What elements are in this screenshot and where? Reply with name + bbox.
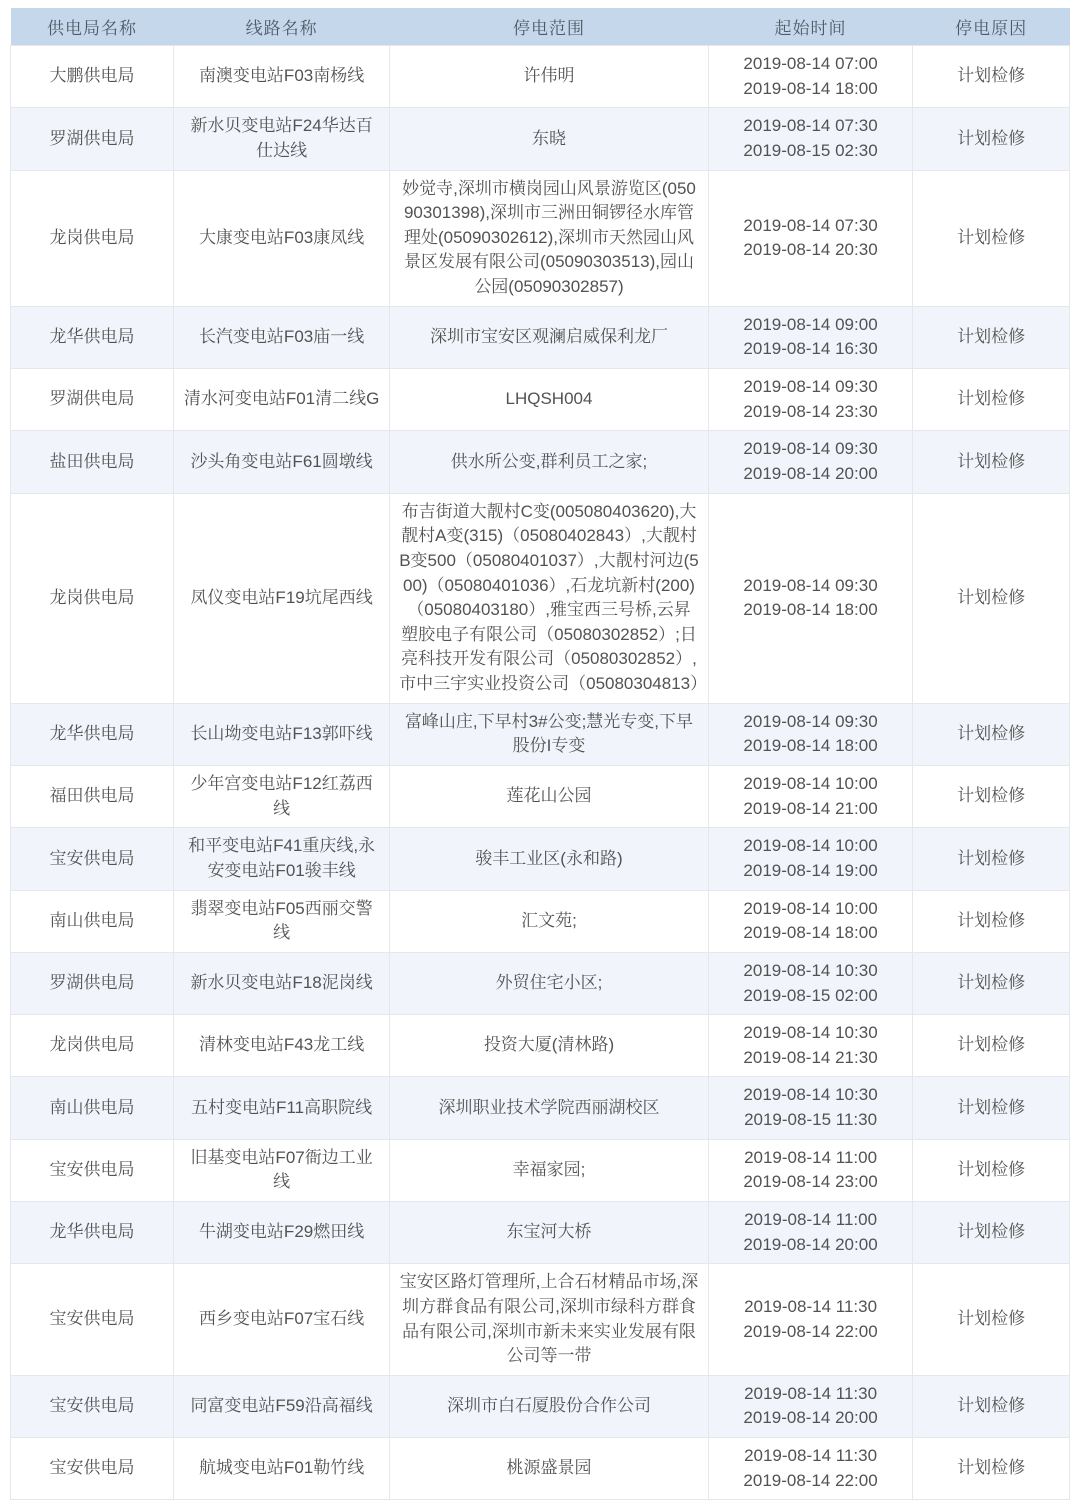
end-time: 2019-08-14 18:00 xyxy=(743,78,878,98)
bureau-cell: 龙华供电局 xyxy=(11,703,174,765)
start-time: 2019-08-14 10:30 xyxy=(743,1085,878,1105)
bureau-cell: 南山供电局 xyxy=(11,1077,174,1139)
scope-cell: 富峰山庄,下早村3#公变;慧光专变,下早股份I专变 xyxy=(390,703,709,765)
table-row xyxy=(11,1375,1070,1437)
start-time: 2019-08-14 11:00 xyxy=(744,1147,878,1167)
start-time: 2019-08-14 11:30 xyxy=(744,1446,878,1466)
end-time: 2019-08-14 20:00 xyxy=(743,1234,878,1254)
reason-cell: 计划检修 xyxy=(913,306,1070,368)
scope-cell: 深圳市宝安区观澜启威保利龙厂 xyxy=(390,306,709,368)
line-cell: 和平变电站F41重庆线,永安变电站F01骏丰线 xyxy=(174,828,390,890)
scope-cell: 幸福家园; xyxy=(390,1139,709,1201)
start-time: 2019-08-14 11:30 xyxy=(744,1383,878,1403)
time-cell xyxy=(708,108,912,170)
bureau-cell: 龙岗供电局 xyxy=(11,170,174,306)
reason-cell: 计划检修 xyxy=(913,703,1070,765)
time-cell xyxy=(708,890,912,952)
time-cell xyxy=(708,369,912,431)
time-cell xyxy=(708,1264,912,1376)
end-time: 2019-08-14 20:00 xyxy=(743,463,878,483)
bureau-cell: 龙岗供电局 xyxy=(11,493,174,703)
table-row xyxy=(11,306,1070,368)
start-time: 2019-08-14 09:30 xyxy=(743,377,878,397)
outage-table xyxy=(10,8,1070,1500)
start-time: 2019-08-14 07:00 xyxy=(743,54,878,73)
scope-cell: 妙觉寺,深圳市横岗园山风景游览区(05090301398),深圳市三洲田铜锣径水库管理处(05090302612),深圳市天然园山风景区发展有限公司(05090303513),园山公园(05090302857) xyxy=(390,170,709,306)
bureau-cell: 宝安供电局 xyxy=(11,828,174,890)
start-time: 2019-08-14 10:00 xyxy=(743,836,878,856)
scope-cell: 桃源盛景园 xyxy=(390,1438,709,1500)
reason-cell: 计划检修 xyxy=(913,431,1070,493)
scope-cell: 宝安区路灯管理所,上合石材精品市场,深圳方群食品有限公司,深圳市绿科方群食品有限公司,深圳市新未来实业发展有限公司等一带 xyxy=(390,1264,709,1376)
reason-cell: 计划检修 xyxy=(913,170,1070,306)
time-cell xyxy=(708,46,912,108)
line-cell: 航城变电站F01勒竹线 xyxy=(174,1438,390,1500)
line-cell: 清林变电站F43龙工线 xyxy=(174,1015,390,1077)
line-cell: 同富变电站F59沿高福线 xyxy=(174,1375,390,1437)
start-time: 2019-08-14 10:00 xyxy=(743,774,878,794)
header-row xyxy=(11,8,1070,46)
time-cell xyxy=(708,1438,912,1500)
line-cell: 牛湖变电站F29燃田线 xyxy=(174,1201,390,1263)
start-time: 2019-08-14 07:30 xyxy=(743,116,878,136)
table-row xyxy=(11,46,1070,108)
scope-cell: 深圳职业技术学院西丽湖校区 xyxy=(390,1077,709,1139)
start-time: 2019-08-14 09:30 xyxy=(743,439,878,459)
time-cell xyxy=(708,828,912,890)
reason-cell: 计划检修 xyxy=(913,1139,1070,1201)
reason-cell: 计划检修 xyxy=(913,766,1070,828)
time-cell xyxy=(708,306,912,368)
col-header-line: 线路名称 xyxy=(174,8,390,46)
line-cell: 少年宫变电站F12红荔西线 xyxy=(174,766,390,828)
bureau-cell: 福田供电局 xyxy=(11,766,174,828)
scope-cell: 深圳市白石厦股份合作公司 xyxy=(390,1375,709,1437)
end-time: 2019-08-14 20:30 xyxy=(743,240,878,260)
scope-cell: LHQSH004 xyxy=(390,369,709,431)
table-row xyxy=(11,1201,1070,1263)
table-row xyxy=(11,1015,1070,1077)
table-row xyxy=(11,1139,1070,1201)
bureau-cell: 龙华供电局 xyxy=(11,306,174,368)
reason-cell: 计划检修 xyxy=(913,108,1070,170)
line-cell: 南澳变电站F03南杨线 xyxy=(174,46,390,108)
end-time: 2019-08-14 19:00 xyxy=(743,860,878,880)
table-row xyxy=(11,1438,1070,1500)
end-time: 2019-08-14 23:00 xyxy=(743,1172,878,1192)
col-header-reason: 停电原因 xyxy=(913,8,1070,46)
reason-cell: 计划检修 xyxy=(913,1077,1070,1139)
reason-cell: 计划检修 xyxy=(913,1375,1070,1437)
line-cell: 翡翠变电站F05西丽交警线 xyxy=(174,890,390,952)
scope-cell: 东晓 xyxy=(390,108,709,170)
table-row xyxy=(11,170,1070,306)
time-cell xyxy=(708,703,912,765)
table-row xyxy=(11,703,1070,765)
end-time: 2019-08-14 16:30 xyxy=(743,339,878,359)
start-time: 2019-08-14 11:30 xyxy=(744,1296,878,1316)
bureau-cell: 大鹏供电局 xyxy=(11,46,174,108)
reason-cell: 计划检修 xyxy=(913,46,1070,108)
scope-cell: 外贸住宅小区; xyxy=(390,952,709,1014)
line-cell: 五村变电站F11高职院线 xyxy=(174,1077,390,1139)
start-time: 2019-08-14 07:30 xyxy=(743,215,878,235)
line-cell: 大康变电站F03康凤线 xyxy=(174,170,390,306)
table-row xyxy=(11,828,1070,890)
scope-cell: 莲花山公园 xyxy=(390,766,709,828)
bureau-cell: 宝安供电局 xyxy=(11,1375,174,1437)
time-cell xyxy=(708,766,912,828)
line-cell: 长山坳变电站F13郭吓线 xyxy=(174,703,390,765)
table-row xyxy=(11,493,1070,703)
bureau-cell: 宝安供电局 xyxy=(11,1139,174,1201)
table-body xyxy=(11,46,1070,1500)
time-cell xyxy=(708,493,912,703)
bureau-cell: 盐田供电局 xyxy=(11,431,174,493)
col-header-bureau: 供电局名称 xyxy=(11,8,174,46)
start-time: 2019-08-14 09:30 xyxy=(743,711,878,731)
reason-cell: 计划检修 xyxy=(913,493,1070,703)
time-cell xyxy=(708,1015,912,1077)
time-cell xyxy=(708,431,912,493)
end-time: 2019-08-14 23:30 xyxy=(743,401,878,421)
scope-cell: 骏丰工业区(永和路) xyxy=(390,828,709,890)
line-cell: 清水河变电站F01清二线G xyxy=(174,369,390,431)
reason-cell: 计划检修 xyxy=(913,1264,1070,1376)
reason-cell: 计划检修 xyxy=(913,1438,1070,1500)
time-cell xyxy=(708,1139,912,1201)
line-cell: 旧基变电站F07衙边工业线 xyxy=(174,1139,390,1201)
bureau-cell: 南山供电局 xyxy=(11,890,174,952)
reason-cell: 计划检修 xyxy=(913,952,1070,1014)
reason-cell: 计划检修 xyxy=(913,890,1070,952)
time-cell xyxy=(708,1375,912,1437)
end-time: 2019-08-14 21:30 xyxy=(743,1047,878,1067)
line-cell: 新水贝变电站F24华达百仕达线 xyxy=(174,108,390,170)
time-cell xyxy=(708,1077,912,1139)
table-row xyxy=(11,766,1070,828)
reason-cell: 计划检修 xyxy=(913,1201,1070,1263)
scope-cell: 许伟明 xyxy=(390,46,709,108)
table-row xyxy=(11,1077,1070,1139)
line-cell: 新水贝变电站F18泥岗线 xyxy=(174,952,390,1014)
bureau-cell: 罗湖供电局 xyxy=(11,952,174,1014)
col-header-time: 起始时间 xyxy=(708,8,912,46)
table-row xyxy=(11,369,1070,431)
line-cell: 长汽变电站F03庙一线 xyxy=(174,306,390,368)
end-time: 2019-08-14 22:00 xyxy=(743,1470,878,1490)
scope-cell: 供水所公变,群利员工之家; xyxy=(390,431,709,493)
bureau-cell: 龙岗供电局 xyxy=(11,1015,174,1077)
bureau-cell: 龙华供电局 xyxy=(11,1201,174,1263)
end-time: 2019-08-15 11:30 xyxy=(744,1110,878,1130)
line-cell: 沙头角变电站F61圆墩线 xyxy=(174,431,390,493)
bureau-cell: 罗湖供电局 xyxy=(11,369,174,431)
table-row xyxy=(11,952,1070,1014)
time-cell xyxy=(708,1201,912,1263)
scope-cell: 投资大厦(清林路) xyxy=(390,1015,709,1077)
scope-cell: 布吉街道大靓村C变(005080403620),大靓村A变(315)（05080402843）,大靓村B变500（05080401037）,大靓村河边(500)（05080401036）,石龙坑新村(200)（05080403180）,雅宝西三号桥,云昇塑胶电子有限公司（05080302852）;日亮科技开发有限公司（05080302852）,市中三宇实业投资公司（05080304813） xyxy=(390,493,709,703)
start-time: 2019-08-14 11:00 xyxy=(744,1209,878,1229)
reason-cell: 计划检修 xyxy=(913,828,1070,890)
time-cell xyxy=(708,170,912,306)
table-row xyxy=(11,890,1070,952)
end-time: 2019-08-14 22:00 xyxy=(743,1321,878,1341)
end-time: 2019-08-14 21:00 xyxy=(743,798,878,818)
bureau-cell: 罗湖供电局 xyxy=(11,108,174,170)
table-row xyxy=(11,108,1070,170)
time-cell xyxy=(708,952,912,1014)
scope-cell: 东宝河大桥 xyxy=(390,1201,709,1263)
bureau-cell: 宝安供电局 xyxy=(11,1438,174,1500)
scope-cell: 汇文苑; xyxy=(390,890,709,952)
end-time: 2019-08-14 18:00 xyxy=(743,600,878,620)
end-time: 2019-08-14 18:00 xyxy=(743,736,878,756)
end-time: 2019-08-15 02:00 xyxy=(743,985,878,1005)
start-time: 2019-08-14 10:00 xyxy=(743,898,878,918)
bureau-cell: 宝安供电局 xyxy=(11,1264,174,1376)
table-row xyxy=(11,1264,1070,1376)
start-time: 2019-08-14 10:30 xyxy=(743,1023,878,1043)
end-time: 2019-08-14 18:00 xyxy=(743,923,878,943)
table-header xyxy=(11,8,1070,46)
line-cell: 西乡变电站F07宝石线 xyxy=(174,1264,390,1376)
end-time: 2019-08-14 20:00 xyxy=(743,1408,878,1428)
start-time: 2019-08-14 09:00 xyxy=(743,314,878,334)
start-time: 2019-08-14 10:30 xyxy=(743,960,878,980)
line-cell: 凤仪变电站F19坑尾西线 xyxy=(174,493,390,703)
end-time: 2019-08-15 02:30 xyxy=(743,140,878,160)
table-row xyxy=(11,431,1070,493)
col-header-scope: 停电范围 xyxy=(390,8,709,46)
start-time: 2019-08-14 09:30 xyxy=(743,575,878,595)
reason-cell: 计划检修 xyxy=(913,369,1070,431)
reason-cell: 计划检修 xyxy=(913,1015,1070,1077)
